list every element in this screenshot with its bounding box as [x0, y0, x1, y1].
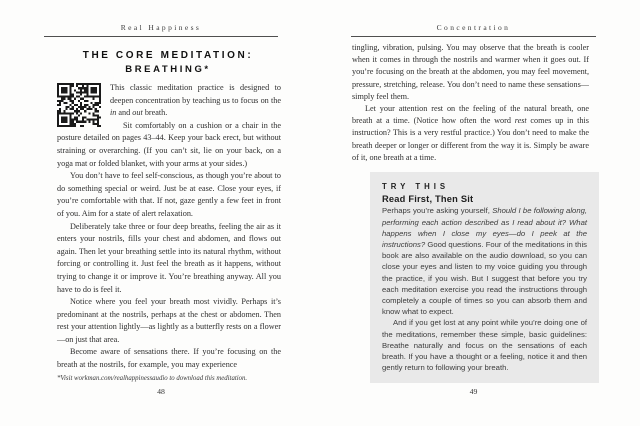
right-header-rule	[351, 36, 596, 37]
left-page-running-header: Real Happiness	[120, 23, 202, 32]
right-page-body	[352, 42, 589, 383]
chapter-title-line2: BREATHING*	[125, 64, 211, 75]
left-page-body	[57, 82, 281, 383]
chapter-title-line1: THE CORE MEDITATION:	[82, 50, 254, 61]
paragraph: Become aware of sensations there. If you’re focusing on the breath at the nostrils, for example, you may experience	[57, 347, 281, 370]
try-this-label: TRY THIS	[382, 182, 450, 192]
qr-code-icon	[57, 83, 101, 127]
left-header-rule	[44, 36, 278, 37]
right-page-number: 49	[469, 387, 478, 396]
paragraph: Perhaps you’re asking yourself, Should I be following along, performing each action described as I read about it? What happens when I close my eyes—do I peek at the instructions? Good questions. Four of the meditations in this book are also available on the audio download, so you can close your eyes and listen to my voice guiding you through the practice, if you wish. But I suggest that before you try each meditation exercise you read the instructions through completely a couple of times so you can absorb them and know what to expect.	[382, 206, 588, 317]
try-this-paragraphs	[382, 205, 587, 373]
try-this-title: Read First, Then Sit	[382, 194, 474, 205]
right-page-running-header: Concentration	[436, 23, 511, 32]
paragraph: Sit comfortably on a cushion or a chair in the posture detailed on pages 43–44. Keep your back erect, but without straining or overarching. (If you can’t sit, lie on your back, on a yoga mat or folded blanket, with your arms at your sides.)	[57, 120, 281, 168]
paragraph: Deliberately take three or four deep breaths, feeling the air as it enters your nostrils, fills your chest and abdomen, and flows out again. Then let your breathing settle into its natural rhythm, without forcing or controlling it. Just feel the breath as it happens, without trying to change it or improve it. You’re breathing anyway. All you have to do is feel it.	[57, 221, 281, 294]
chapter-title	[50, 49, 286, 77]
try-this-box	[370, 172, 599, 383]
paragraph: This classic meditation practice is designed to deepen concentration by teaching us to focus on the in and out breath.	[110, 83, 281, 118]
footnote: *Visit workman.com/realhappinessaudio to download this meditation.	[57, 374, 248, 382]
paragraph: Let your attention rest on the feeling of the natural breath, one breath at a time. (Notice how often the word rest comes up in this instruction? This is a very restful practice.) You don’t need to make the breath deeper or longer or different from the way it is. Simply be aware of it, one breath at a time.	[352, 104, 589, 162]
paragraph: You don’t have to feel self-conscious, as though you’re about to do something special or weird. Just be at ease. Close your eyes, if you’re comfortable with that. If not, gaze gently a few feet in front of you. Aim for a state of alert relaxation.	[57, 171, 281, 218]
paragraph: Notice where you feel your breath most vividly. Perhaps it’s predominant at the nostrils, perhaps at the chest or abdomen. Then rest your attention lightly—as lightly as a butterfly rests on a flower—on just that area.	[57, 297, 281, 344]
paragraph: tingling, vibration, pulsing. You may observe that the breath is cooler when it comes in through the nostrils and warmer when it goes out. If you’re focusing on the breath at the abdomen, you may feel movement, pressure, stretching, release. You don’t need to name these sensations—simply feel them.	[352, 43, 589, 101]
right-page-paragraphs	[352, 42, 589, 164]
paragraph: And if you get lost at any point while you’re doing one of the meditations, remember these simple, basic guidelines: Breathe naturally and focus on the sensations of each breath. If you have a thought or a feeling, notice it and then gently return to following your breath.	[382, 318, 587, 373]
left-page-number: 48	[157, 387, 165, 396]
